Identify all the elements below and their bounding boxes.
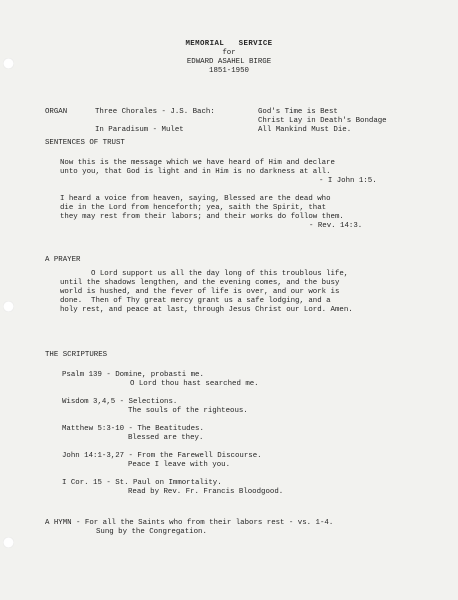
prayer-line-4: done. Then of Thy great mercy grant us a safe lodging, and a [60, 297, 331, 305]
prayer-heading: A PRAYER [45, 256, 81, 264]
prayer-line-1: O Lord support us all the day long of this troublous life, [91, 270, 349, 278]
sentences-heading: SENTENCES OF TRUST [45, 139, 125, 147]
scripture-1-subtitle: O Lord thou hast searched me. [130, 380, 259, 388]
organ-piece-1-title: God's Time is Best [258, 108, 338, 116]
scripture-4-subtitle: Peace I leave with you. [128, 461, 231, 469]
honoree-name: EDWARD ASAHEL BIRGE [186, 58, 272, 66]
service-for: for [222, 49, 236, 57]
organ-label: ORGAN [45, 108, 68, 116]
sentence-1-citation: - I John 1:5. [319, 177, 377, 185]
organ-piece-3-title: All Mankind Must Die. [258, 126, 352, 134]
sentence-2-line-1: I heard a voice from heaven, saying, Blessed are the dead who [60, 195, 331, 203]
service-title: MEMORIAL SERVICE [185, 40, 273, 48]
organ-piece-1: Three Chorales - J.S. Bach: [95, 108, 215, 116]
sentence-1-line-1: Now this is the message which we have heard of Him and declare [60, 159, 335, 167]
sentence-1-line-2: unto you, that God is light and in Him is no darkness at all. [60, 168, 331, 176]
scripture-5-subtitle: Read by Rev. Fr. Francis Bloodgood. [128, 488, 284, 496]
scripture-2-subtitle: The souls of the righteous. [128, 407, 248, 415]
scripture-2-reading: Wisdom 3,4,5 - Selections. [62, 398, 178, 406]
hymn-note: Sung by the Congregation. [96, 528, 207, 536]
sentence-2-line-3: they may rest from their labors; and their works do follow them. [60, 213, 344, 221]
prayer-line-5: holy rest, and peace at last, through Jesus Christ our Lord. Amen. [60, 306, 353, 314]
organ-piece-2-title: Christ Lay in Death's Bondage [258, 117, 387, 125]
prayer-line-3: world is hushed, and the fever of life is over, and our work is [60, 288, 340, 296]
scripture-1-reading: Psalm 139 - Domine, probasti me. [62, 371, 204, 379]
scripture-3-reading: Matthew 5:3-10 - The Beatitudes. [62, 425, 204, 433]
scripture-5-reading: I Cor. 15 - St. Paul on Immortality. [62, 479, 222, 487]
sentence-2-citation: - Rev. 14:3. [309, 222, 363, 230]
scriptures-heading: THE SCRIPTURES [45, 351, 108, 359]
punch-hole [3, 301, 14, 312]
scripture-4-reading: John 14:1-3,27 - From the Farewell Discourse. [62, 452, 262, 460]
scripture-3-subtitle: Blessed are they. [128, 434, 204, 442]
sentence-2-line-2: die in the Lord from henceforth; yea, saith the Spirit, that [60, 204, 327, 212]
honoree-years: 1851-1950 [209, 67, 249, 75]
punch-hole [3, 537, 14, 548]
organ-piece-3: In Paradisum - Mulet [95, 126, 184, 134]
hymn-line: A HYMN - For all the Saints who from their labors rest - vs. 1-4. [45, 519, 334, 527]
prayer-line-2: until the shadows lengthen, and the evening comes, and the busy [60, 279, 340, 287]
